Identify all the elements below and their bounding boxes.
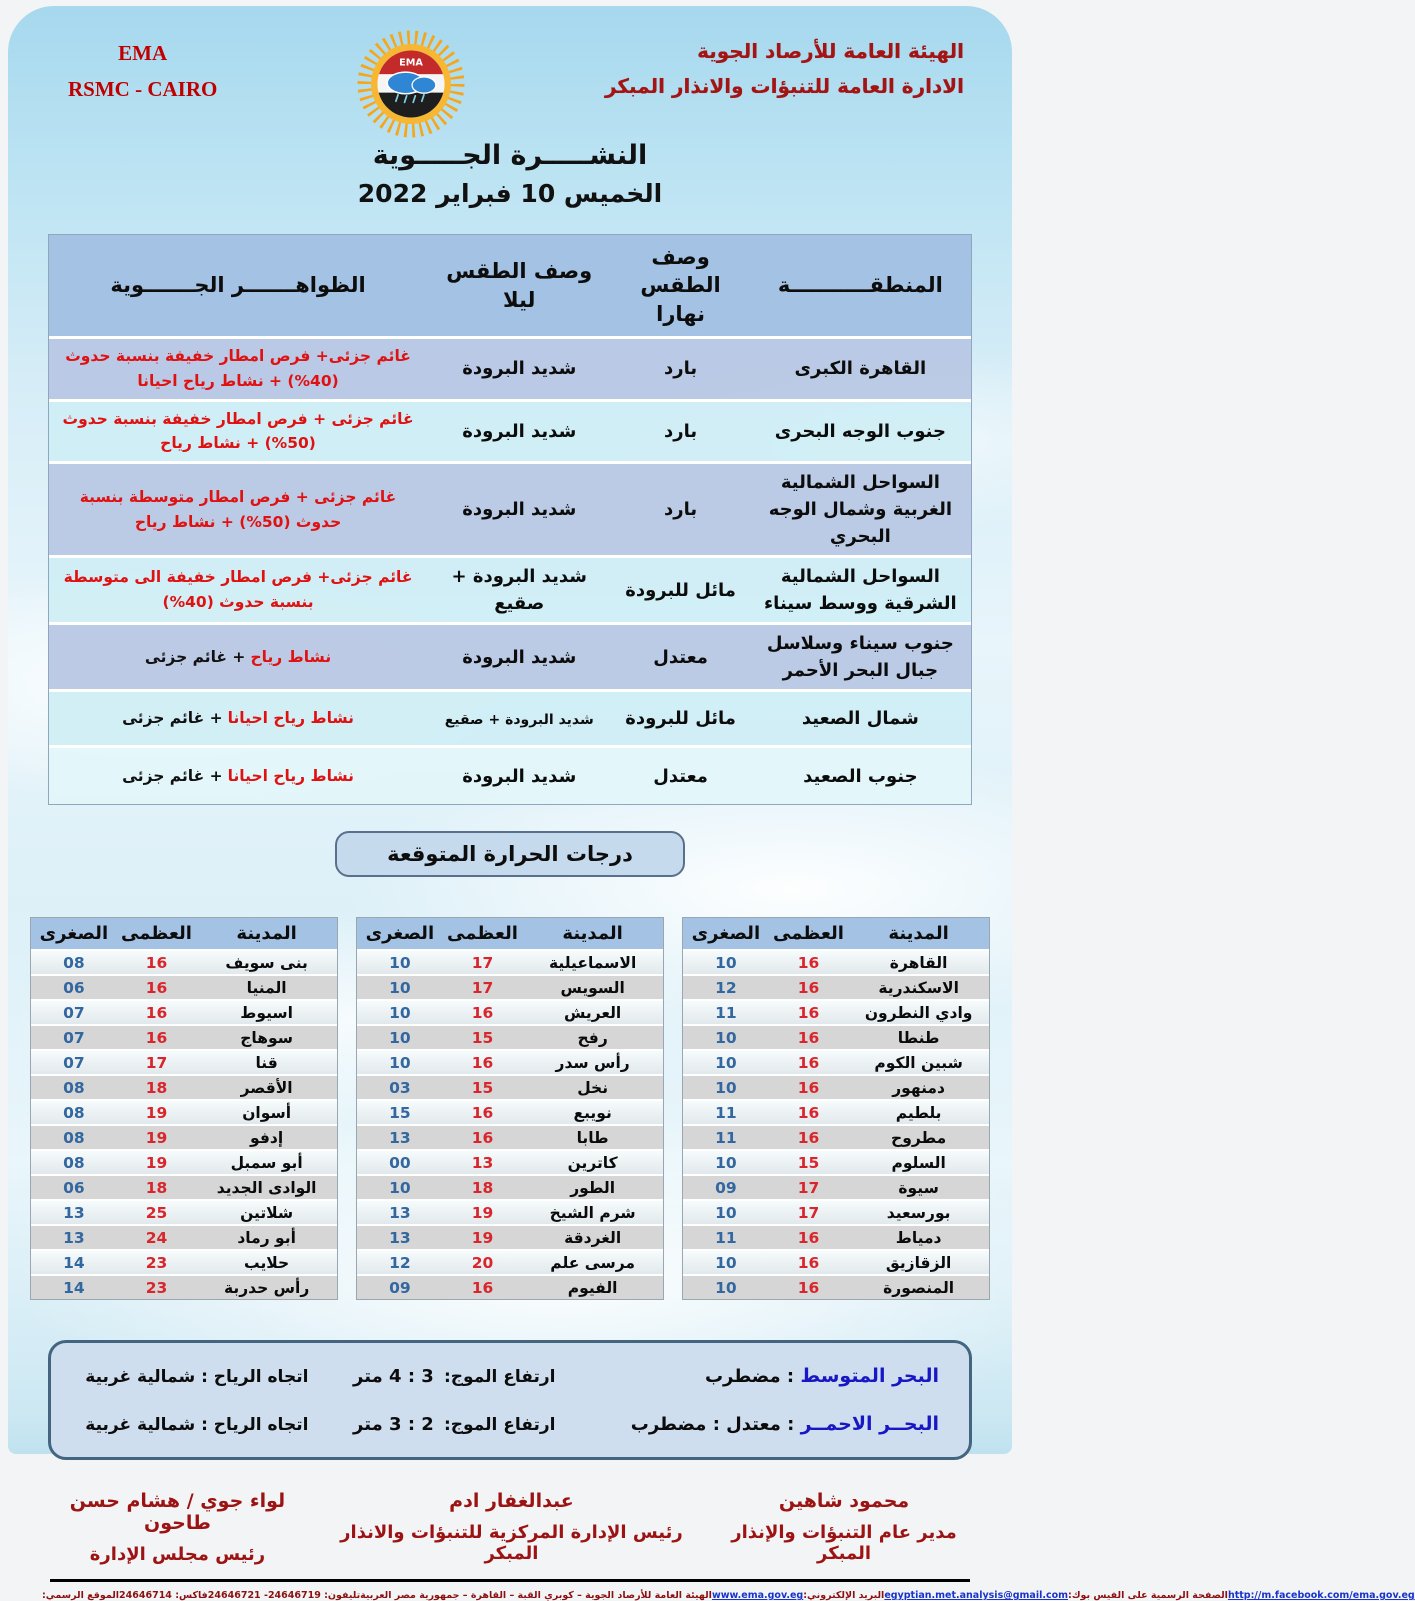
max-temp: 16 [797,1278,820,1297]
min-temp: 10 [389,1028,411,1047]
phenomena-black-text: + غائم جزئى [122,709,223,728]
ema-abbreviation: EMA [118,41,168,65]
max-temp: 16 [145,978,168,997]
wave-height-label: ارتفاع الموج: [443,1415,556,1436]
footer-segment[interactable]: www.ema.gov.eg [711,1590,804,1601]
min-temp: 11 [715,1128,737,1147]
max-temp: 16 [471,1053,494,1072]
col-header-city: المدينة [888,923,949,945]
sea-state: : معتدل : مضطرب [630,1414,801,1436]
max-temp: 24 [145,1228,168,1247]
max-temp: 20 [471,1253,494,1272]
max-temp: 25 [145,1203,168,1222]
temp-row [683,1001,989,1026]
temp-row [357,951,663,976]
temp-row [31,1151,337,1176]
min-temp: 13 [389,1228,411,1247]
org-department: الادارة العامة للتنبؤات والانذار المبكر [604,74,964,98]
city-name: أبو رماد [237,1228,296,1247]
temp-row [31,1276,337,1299]
signature-name: عبدالغفار ادم [449,1490,574,1513]
org-name: الهيئة العامة للأرصاد الجوية [697,39,964,63]
max-temp: 18 [145,1078,168,1097]
wave-height-value: 2 : 3 متر [353,1414,434,1436]
sea-name-state [596,1365,939,1387]
max-temp: 17 [145,1053,168,1072]
city-name: بلطيم [895,1103,942,1122]
day-weather-cell: مائل للبرودة [625,708,736,730]
region-cell: السواحل الشمالية الغربية وشمال الوجه البحري [768,472,952,548]
night-weather-text: شديد البرودة [462,765,577,787]
signature-title: رئيس مجلس الإدارة [89,1544,266,1566]
phenomena-red-text: نشاط رياح احيانا [227,709,354,728]
max-temp: 23 [145,1278,168,1297]
temp-table-body [31,951,337,1299]
temp-row [683,1076,989,1101]
temp-row [357,1276,663,1299]
min-temp: 10 [715,1153,737,1172]
temp-row [357,976,663,1001]
max-temp: 16 [797,1003,820,1022]
min-temp: 11 [715,1003,737,1022]
city-name: حلايب [244,1253,290,1272]
max-temp: 16 [471,1103,494,1122]
temp-row [357,1226,663,1251]
night-weather-cell [427,639,611,676]
temp-table-header [683,918,989,951]
phenomena-red-text: نشاط رياح [250,647,332,666]
min-temp: 10 [715,1028,737,1047]
footer-segment: تليفون: 24646719- 24646721 [207,1590,361,1601]
phenomena-black-text: + غائم جزئى [122,766,223,785]
col-header-min: الصغرى [365,923,435,945]
city-name: مطروح [891,1128,947,1147]
night-weather-text: شديد البرودة [462,499,577,521]
city-name: دمياط [895,1228,942,1247]
region-cell: جنوب الصعيد [803,765,918,787]
temp-table-canal-sinai [356,917,664,1300]
footer-segment[interactable]: egyptian.met.analysis@gmail.com [884,1590,1069,1601]
phenomena-cell [49,480,427,540]
phenomena-red-text: غائم جزئى+ فرص امطار خفيفة بنسبة حدوث (40%) + نشاط رياح احيانا [65,347,411,390]
min-temp: 08 [63,1128,85,1147]
phenomena-cell [49,701,427,736]
city-name: بورسعيد [886,1203,951,1222]
wave-height-label: ارتفاع الموج: [443,1367,556,1388]
footer-segment[interactable]: http://m.facebook.com/ema.gov.eg [1227,1590,1415,1601]
region-cell: القاهرة الكبرى [794,358,927,380]
night-weather-cell [427,558,611,622]
max-temp: 19 [145,1153,168,1172]
col-header-city: المدينة [562,923,623,945]
sea-row [81,1365,939,1387]
forecast-row [49,748,971,804]
max-temp: 16 [145,1003,168,1022]
min-temp: 10 [715,1053,737,1072]
city-name: مرسى علم [550,1253,635,1272]
night-weather-text: شديد البرودة [462,420,577,442]
city-name: إدفو [250,1128,284,1147]
temp-row [683,1026,989,1051]
temp-row [31,1176,337,1201]
min-temp: 11 [715,1228,737,1247]
city-name: شلاتين [240,1203,294,1222]
contact-footer [42,1590,1415,1601]
bulletin-date: الخميس 10 فبراير 2022 [357,179,663,208]
temp-row [683,1201,989,1226]
max-temp: 17 [471,978,494,997]
max-temp: 18 [145,1178,168,1197]
temp-row [31,1126,337,1151]
header [8,6,1012,138]
temps-title-wrap [8,831,1012,877]
col-header-min: الصغرى [691,923,761,945]
day-weather-cell: مائل للبرودة [625,579,736,601]
temp-row [683,976,989,1001]
night-weather-text: شديد البرودة + صقيع [444,712,594,729]
temp-row [683,1101,989,1126]
city-name: أسوان [242,1103,292,1122]
min-temp: 13 [63,1228,85,1247]
forecast-row [49,402,971,465]
city-name: شبين الكوم [874,1053,963,1072]
night-weather-cell [427,700,611,737]
min-temp: 13 [389,1128,411,1147]
temp-row [31,951,337,976]
day-weather-cell: بارد [664,499,698,521]
col-header-night-weather: وصف الطقس ليلا [446,259,593,312]
temp-table-delta-coast [682,917,990,1300]
city-name: طابا [576,1128,609,1147]
city-name: الاسماعيلية [548,953,637,972]
min-temp: 07 [63,1003,85,1022]
max-temp: 23 [145,1253,168,1272]
temp-row [357,1051,663,1076]
temp-row [357,1176,663,1201]
day-weather-cell: بارد [664,358,698,380]
temp-row [357,1151,663,1176]
city-name: الأقصر [240,1078,293,1097]
city-name: اسيوط [240,1003,293,1022]
max-temp: 17 [797,1178,820,1197]
ema-sun-cloud-logo-icon [357,30,465,138]
temp-table-upper-egypt [30,917,338,1300]
sea-wave-height [313,1366,596,1387]
col-header-phenomena: الظواهـــــــر الجـــــــوية [110,273,366,298]
max-temp: 16 [797,1103,820,1122]
city-name: كاترين [567,1153,618,1172]
signature-name: لواء جوي / هشام حسن طاحون [69,1490,286,1535]
city-name: رأس حدربة [223,1278,310,1297]
bulletin-title-block [8,140,1012,208]
forecast-table-body [49,339,971,804]
temp-row [31,1101,337,1126]
min-temp: 14 [63,1253,85,1272]
min-temp: 10 [715,953,737,972]
city-name: المنصورة [883,1278,955,1297]
city-name: الاسكندرية [878,978,959,997]
max-temp: 16 [797,1053,820,1072]
min-temp: 11 [715,1103,737,1122]
temp-row [31,1201,337,1226]
min-temp: 03 [389,1078,411,1097]
temp-row [31,1076,337,1101]
city-name: سيوة [898,1178,939,1197]
forecast-row [49,692,971,748]
sea-name: البحــر الاحمــر [800,1413,939,1436]
forecast-row [49,558,971,625]
max-temp: 15 [471,1028,494,1047]
temp-row [683,1226,989,1251]
footer-divider [50,1579,970,1582]
signature-title: رئيس الإدارة المركزية للتنبؤات والانذار المبكر [340,1522,683,1565]
max-temp: 16 [797,1028,820,1047]
temp-row [683,1251,989,1276]
logo-ema-text: EMA [399,57,424,69]
city-name: العريش [563,1003,622,1022]
min-temp: 08 [63,1078,85,1097]
sea-state: : مضطرب [704,1366,801,1388]
bulletin-title: النشـــــرة الجـــــوية [372,140,648,171]
temp-row [683,1126,989,1151]
night-weather-cell [427,413,611,450]
min-temp: 07 [63,1053,85,1072]
ema-english-block [68,28,217,107]
temp-table-header [31,918,337,951]
wave-height-value: 3 : 4 متر [353,1366,434,1388]
temp-row [357,1001,663,1026]
night-weather-cell [427,491,611,528]
max-temp: 16 [145,1028,168,1047]
max-temp: 16 [471,1003,494,1022]
city-name: الفيوم [567,1278,618,1297]
city-name: قنا [255,1053,278,1072]
temp-row [357,1101,663,1126]
night-weather-cell [427,758,611,795]
max-temp: 19 [471,1203,494,1222]
min-temp: 09 [715,1178,737,1197]
region-cell: جنوب الوجه البحرى [774,420,946,442]
phenomena-red-text: غائم جزئى+ فرص امطار خفيفة الى متوسطة بنسبة حدوث (40%) [63,568,413,612]
city-name: الطور [570,1178,616,1197]
temp-row [683,1176,989,1201]
temp-row [31,1001,337,1026]
night-weather-text: شديد البرودة + صقيع [451,566,587,615]
temp-row [683,1276,989,1299]
temp-table-body [357,951,663,1299]
city-name: نويبع [573,1103,612,1122]
city-name: السلوم [891,1153,946,1172]
city-name: شرم الشيخ [549,1203,636,1222]
wind-direction: اتجاه الرياح : شمالية غربية [85,1367,309,1388]
min-temp: 10 [715,1253,737,1272]
city-name: الزقازيق [885,1253,952,1272]
max-temp: 15 [471,1078,494,1097]
max-temp: 19 [471,1228,494,1247]
max-temp: 19 [145,1103,168,1122]
min-temp: 06 [63,978,85,997]
city-name: رأس سدر [555,1053,630,1072]
col-header-day-weather: وصف الطقس نهارا [640,245,721,326]
max-temp: 16 [797,1253,820,1272]
city-name: رفح [577,1028,608,1047]
day-weather-cell: معتدل [653,646,708,668]
max-temp: 16 [797,978,820,997]
min-temp: 15 [389,1103,411,1122]
phenomena-cell [49,402,427,462]
region-cell: جنوب سيناء وسلاسل جبال البحر الأحمر [766,633,954,682]
night-weather-cell [427,350,611,387]
region-cell: شمال الصعيد [801,708,919,730]
sea-conditions-box [48,1340,972,1460]
wind-direction: اتجاه الرياح : شمالية غربية [85,1415,309,1436]
signature-title: مدير عام التنبؤات والإنذار المبكر [731,1522,957,1565]
signature-block [317,1490,706,1565]
city-name: الغردقة [564,1228,622,1247]
footer-segment: فاكس: 24646714 [119,1590,208,1601]
min-temp: 00 [389,1153,411,1172]
city-name: طنطا [897,1028,940,1047]
col-header-max: العظمى [121,923,192,945]
city-name: أبو سمبل [230,1153,303,1172]
city-name: نخل [577,1078,609,1097]
forecast-table-header [49,235,971,339]
max-temp: 17 [797,1203,820,1222]
max-temp: 15 [797,1153,820,1172]
city-name: وادي النطرون [864,1003,973,1022]
col-header-region: المنطقـــــــــــة [777,273,943,298]
sea-row [81,1413,939,1435]
col-header-max: العظمى [773,923,844,945]
max-temp: 18 [471,1178,494,1197]
day-weather-cell: بارد [664,420,698,442]
footer-segment: الهيئة العامة للأرصاد الجوية – كوبري القبة – القاهرة – جمهورية مصر العربية [360,1590,712,1601]
city-name: سوهاج [240,1028,293,1047]
signature-block [38,1490,317,1565]
max-temp: 17 [471,953,494,972]
city-name: المنيا [246,978,287,997]
signatures [38,1490,982,1565]
temp-row [683,1051,989,1076]
organization-arabic-block [605,28,964,104]
min-temp: 10 [715,1278,737,1297]
min-temp: 10 [389,1053,411,1072]
temp-table-header [357,918,663,951]
city-name: بنى سويف [225,953,308,972]
temp-row [31,1051,337,1076]
max-temp: 16 [797,953,820,972]
min-temp: 12 [715,978,737,997]
min-temp: 08 [63,953,85,972]
max-temp: 16 [145,953,168,972]
forecast-table [48,234,972,805]
col-header-city: المدينة [236,923,297,945]
min-temp: 12 [389,1253,411,1272]
forecast-row [49,625,971,692]
phenomena-black-text: + غائم جزئى [144,647,246,666]
min-temp: 09 [389,1278,411,1297]
min-temp: 07 [63,1028,85,1047]
col-header-min: الصغرى [39,923,109,945]
night-weather-text: شديد البرودة [462,358,577,380]
sea-name: البحر المتوسط [800,1365,939,1388]
max-temp: 16 [471,1128,494,1147]
rsmc-cairo-label: RSMC - CAIRO [68,76,218,101]
temp-row [31,1251,337,1276]
max-temp: 16 [797,1228,820,1247]
sea-name-state [596,1413,939,1435]
day-weather-cell: معتدل [653,765,708,787]
signature-name: محمود شاهين [778,1490,910,1513]
phenomena-red-text: نشاط رياح احيانا [227,766,354,785]
night-weather-text: شديد البرودة [462,646,577,668]
region-cell: السواحل الشمالية الشرقية ووسط سيناء [763,566,957,615]
min-temp: 14 [63,1278,85,1297]
city-name: السويس [560,978,625,997]
temp-row [357,1076,663,1101]
min-temp: 10 [715,1078,737,1097]
temp-table-body [683,951,989,1299]
min-temp: 08 [63,1103,85,1122]
temp-row [683,951,989,976]
phenomena-red-text: غائم جزئى + فرص امطار خفيفة بنسبة حدوث (50%) + نشاط رياح [62,409,414,453]
temp-row [357,1026,663,1051]
min-temp: 13 [389,1203,411,1222]
min-temp: 13 [63,1203,85,1222]
forecast-row [49,464,971,558]
col-header-max: العظمى [447,923,518,945]
max-temp: 16 [471,1278,494,1297]
phenomena-cell [49,640,427,675]
temperature-tables [30,917,990,1300]
min-temp: 10 [389,1003,411,1022]
phenomena-cell [49,339,427,399]
forecast-row [49,339,971,402]
temp-row [31,976,337,1001]
temp-row [31,1026,337,1051]
max-temp: 16 [797,1078,820,1097]
min-temp: 10 [715,1203,737,1222]
city-name: القاهرة [889,953,948,972]
min-temp: 06 [63,1178,85,1197]
temp-row [683,1151,989,1176]
footer-segment: الموقع الرسمي: [42,1590,120,1601]
signature-block [706,1490,982,1565]
temp-row [357,1251,663,1276]
temp-row [357,1201,663,1226]
phenomena-cell [49,560,427,620]
temps-section-title: درجات الحرارة المتوقعة [335,831,685,877]
bulletin-page [8,6,1415,1601]
footer-segment: الصفحة الرسمية على الفيس بوك: [1068,1590,1228,1601]
temp-row [357,1126,663,1151]
temp-row [31,1226,337,1251]
min-temp: 10 [389,978,411,997]
min-temp: 08 [63,1153,85,1172]
min-temp: 10 [389,953,411,972]
max-temp: 19 [145,1128,168,1147]
phenomena-cell [49,759,427,794]
city-name: دمنهور [892,1078,945,1097]
footer-segment: البريد الإلكتروني: [803,1590,885,1601]
max-temp: 16 [797,1128,820,1147]
phenomena-red-text: غائم جزئى + فرص امطار متوسطة بنسبة حدوث (50%) + نشاط رياح [79,487,397,531]
city-name: الوادى الجديد [216,1178,317,1197]
min-temp: 10 [389,1178,411,1197]
sea-wave-height [313,1414,596,1435]
max-temp: 13 [471,1153,494,1172]
